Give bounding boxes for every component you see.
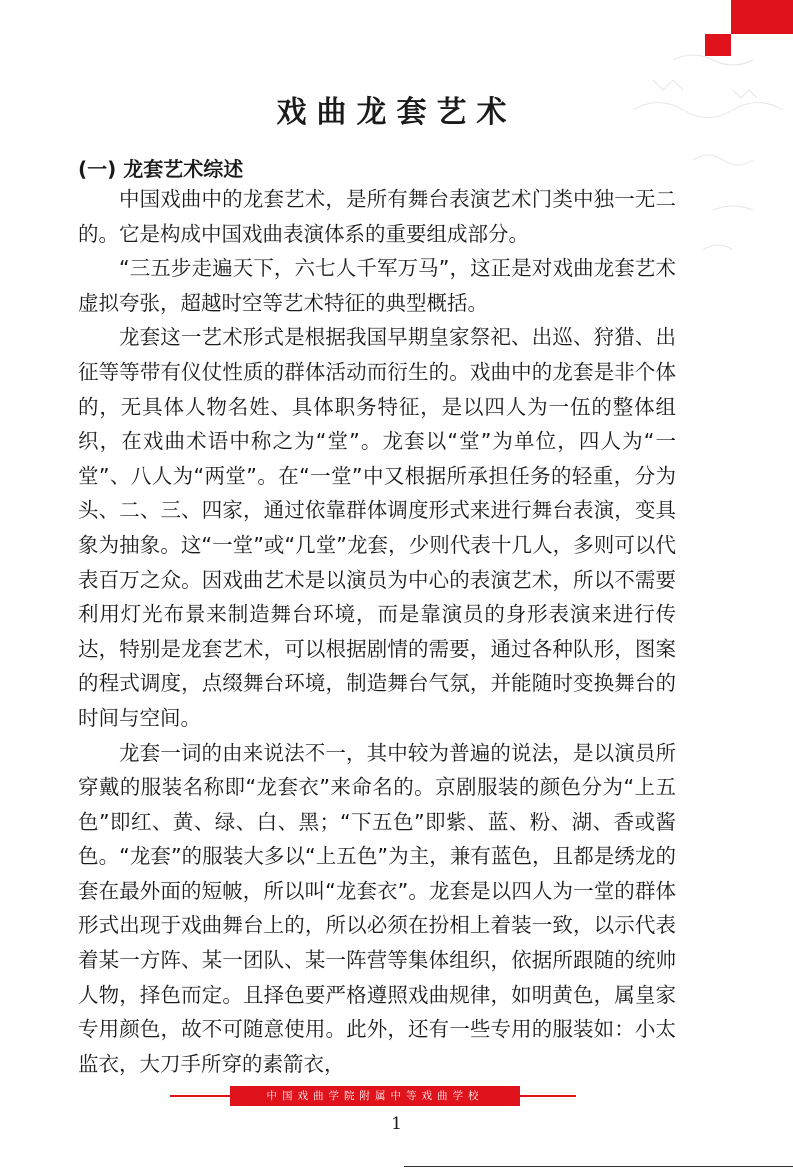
page-number: 1	[391, 1114, 402, 1134]
paragraph: 龙套这一艺术形式是根据我国早期皇家祭祀、出巡、狩猎、出征等等带有仪仗性质的群体活动而衍生的。戏曲中的龙套是非个体的，无具体人物名姓、具体职务特征，是以四人为一伍的整体组织，在戏曲术语中称之为“堂”。龙套以“堂”为单位，四人为“一堂”、八人为“两堂”。在“一堂”中又根据所承担任务的轻重，分为头、二、三、四家，通过依靠群体调度形式来进行舞台表演，变具象为抽象。这“一堂”或“几堂”龙套，少则代表十几人，多则可以代表百万之众。因戏曲艺术是以演员为中心的表演艺术，所以不需要利用灯光布景来制造舞台环境，而是靠演员的身形表演来进行传达，特别是龙套艺术，可以根据剧情的需要，通过各种队形，图案的程式调度，点缀舞台环境，制造舞台气氛，并能随时变换舞台的时间与空间。	[78, 325, 676, 730]
paragraph: “三五步走遍天下，六七人千军万马”，这正是对戏曲龙套艺术虚拟夸张，超越时空等艺术特征的典型概括。	[78, 256, 676, 315]
paragraph: 龙套一词的由来说法不一，其中较为普遍的说法，是以演员所穿戴的服装名称即“龙套衣”来命名的。京剧服装的颜色分为“上五色”即红、黄、绿、白、黑；“下五色”即紫、蓝、粉、湖、香或酱色。“龙套”的服装大多以“上五色”为主，兼有蓝色，且都是绣龙的套在最外面的短帔，所以叫“龙套衣”。龙套是以四人为一堂的群体形式出现于戏曲舞台上的，所以必须在扮相上着装一致，以示代表着某一方阵、某一团队、某一阵营等集体组织，依据所跟随的统帅人物，择色而定。且择色要严格遵照戏曲规律，如明黄色，属皇家专用颜色，故不可随意使用。此外，还有一些专用的服装如：小太监衣，大刀手所穿的素箭衣，	[78, 740, 676, 1076]
paragraph: 中国戏曲中的龙套艺术，是所有舞台表演艺术门类中独一无二的。它是构成中国戏曲表演体系的重要组成部分。	[78, 187, 676, 246]
bottom-rule	[404, 1166, 793, 1167]
corner-red-block	[731, 0, 793, 34]
section-heading: (一) 龙套艺术综述	[78, 157, 244, 181]
footer-rule-left	[170, 1095, 230, 1097]
corner-red-block-small	[705, 34, 731, 56]
footer-rule-right	[520, 1095, 576, 1097]
page-title: 戏曲龙套艺术	[276, 95, 517, 130]
footer-school-name: 中国戏曲学院附属中等戏曲学校	[230, 1086, 520, 1106]
body-text	[78, 182, 676, 1081]
